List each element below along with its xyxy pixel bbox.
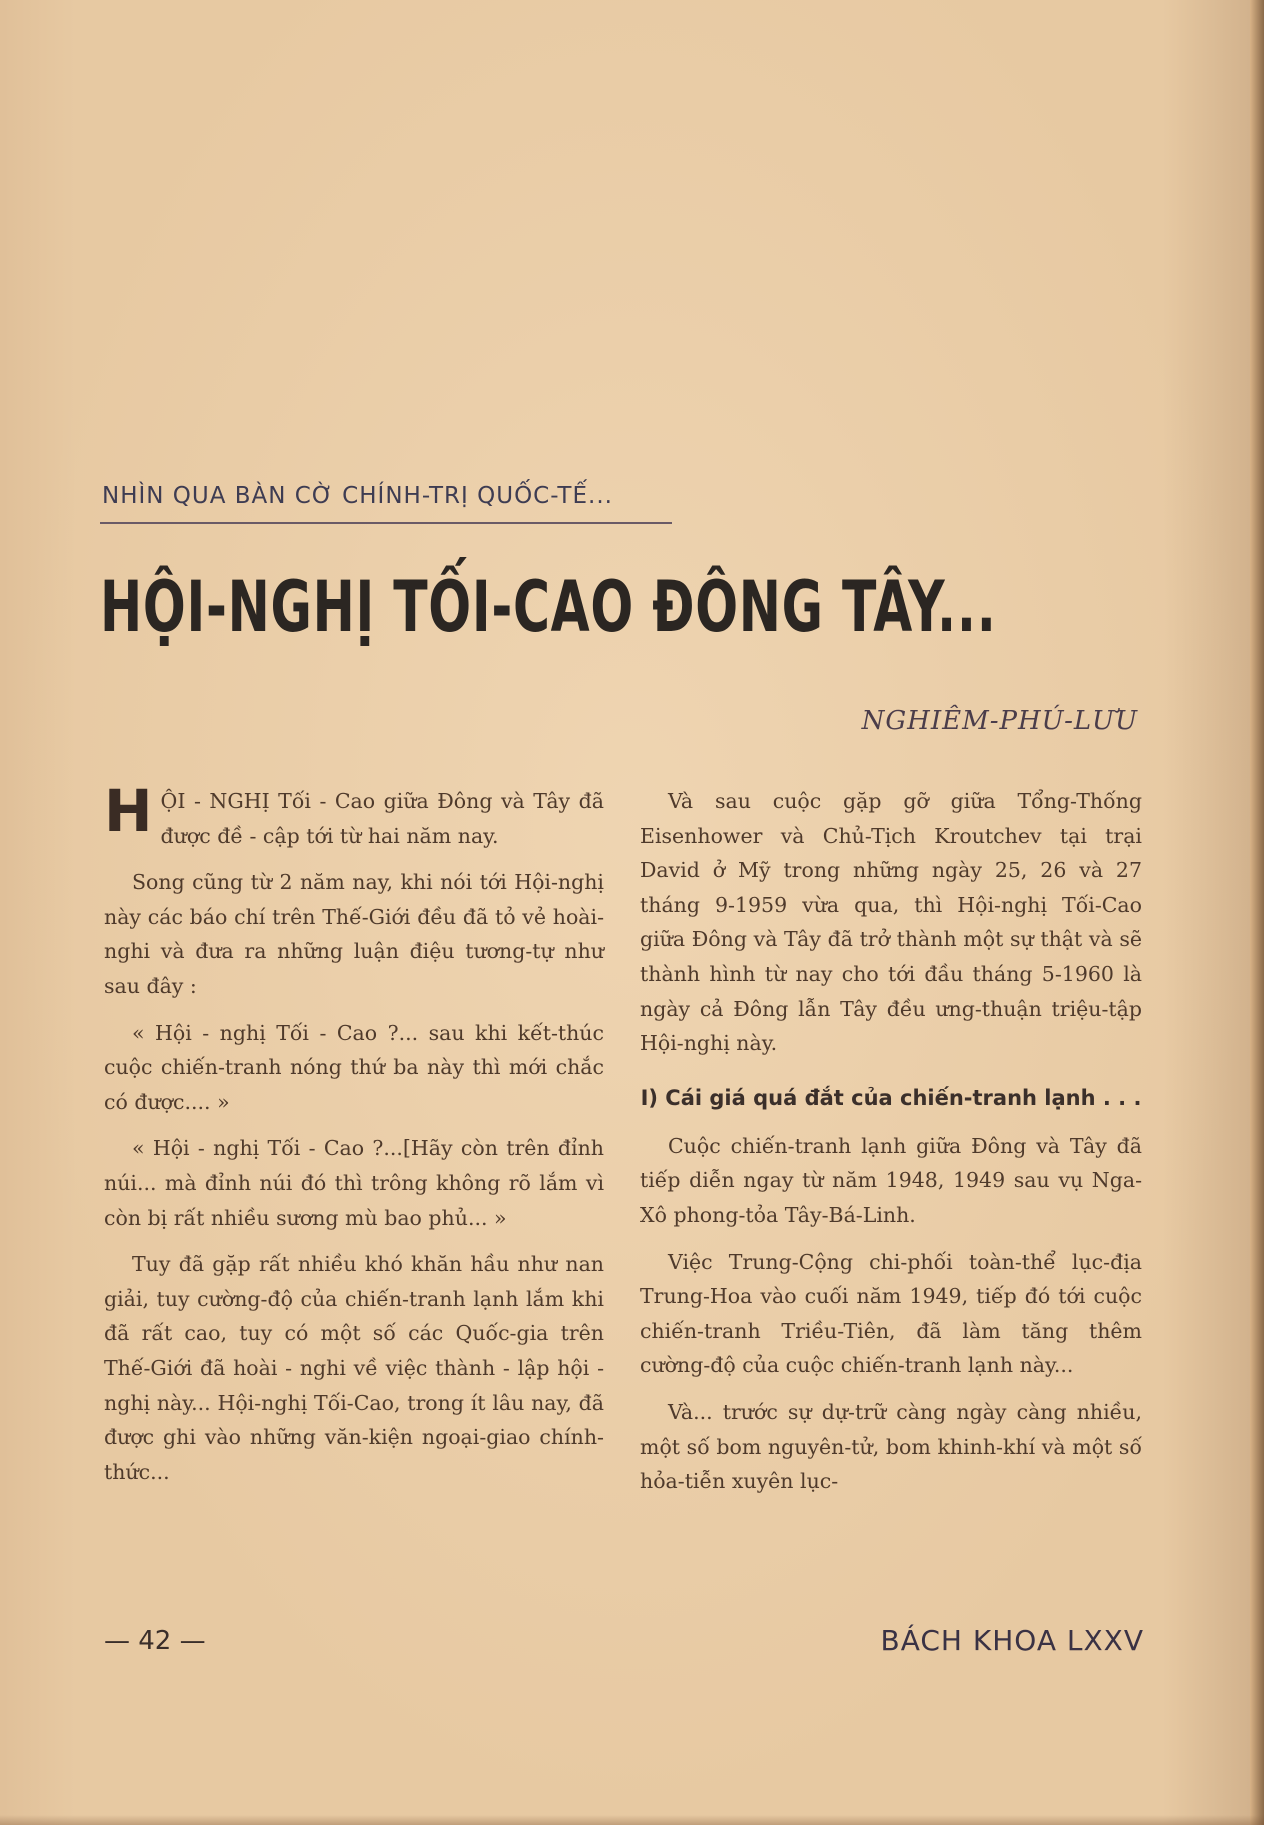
paragraph: Song cũng từ 2 năm nay, khi nói tới Hội-nghị này các báo chí trên Thế-Giới đều đã tỏ vẻ hoài-nghi và đưa ra những luận điệu tương-tự như sau đây : <box>104 870 604 998</box>
paragraph: Và... trước sự dự-trữ càng ngày càng nhiều, một số bom nguyên-tử, bom khinh-khí và một số hỏa-tiễn xuyên lục- <box>640 1399 1142 1494</box>
paragraph-text: ỘI - NGHỊ Tối - Cao giữa Đông và Tây đã được đề - cập tới từ hai năm nay. <box>160 789 604 848</box>
opening-paragraph <box>104 777 604 853</box>
kicker-underline <box>100 522 672 524</box>
section-kicker: NHÌN QUA BÀN CỜ CHÍNH-TRỊ QUỐC-TẾ... <box>102 483 613 509</box>
page-number: — 42 — <box>104 1626 206 1656</box>
section-subheading: I) Cái giá quá đắt của chiến-tranh lạnh . . . <box>640 1085 1142 1110</box>
magazine-issue: BÁCH KHOA LXXV <box>880 1624 1144 1657</box>
paragraph: Cuộc chiến-tranh lạnh giữa Đông và Tây đã tiếp diễn ngay từ năm 1948, 1949 sau vụ Nga-Xô phong-tỏa Tây-Bá-Linh. <box>640 1133 1142 1227</box>
paragraph: Tuy đã gặp rất nhiều khó khăn hầu như nan giải, tuy cường-độ của chiến-tranh lạnh lắm khi đã rất cao, tuy có một số các Quốc-gia trên Thế-Giới đã hoài - nghi về việc thành - lập hội - nghị này... Hội-nghị Tối-Cao, trong ít lâu nay, đã được ghi vào những văn-kiện ngoại-giao chính-thức... <box>104 1252 604 1484</box>
article-title: HỘI-NGHỊ TỐI-CAO ĐÔNG TÂY... <box>100 566 997 648</box>
paragraph: Việc Trung-Cộng chi-phối toàn-thể lục-địa Trung-Hoa vào cuối năm 1949, tiếp đó tới cuộc chiến-tranh Triều-Tiên, đã làm tăng thêm cường-độ của cuộc chiến-tranh lạnh này... <box>640 1249 1142 1378</box>
quote-paragraph: « Hội - nghị Tối - Cao ?... sau khi kết-thúc cuộc chiến-tranh nóng thứ ba này thì mới chắc có được.... » <box>104 1020 604 1114</box>
page-edge-shadow <box>1250 0 1264 1825</box>
page-bottom-shadow <box>0 1815 1264 1825</box>
left-column <box>104 777 604 1501</box>
author-byline: NGHIÊM-PHÚ-LƯU <box>861 706 1138 736</box>
drop-cap: H <box>104 777 153 845</box>
quote-paragraph: « Hội - nghị Tối - Cao ?...[Hãy còn trên đỉnh núi... mà đỉnh núi đó thì trông không rõ lắm vì còn bị rất nhiều sương mù bao phủ... » <box>104 1136 604 1230</box>
right-column <box>640 784 1142 1511</box>
paragraph: Và sau cuộc gặp gỡ giữa Tổng-Thống Eisenhower và Chủ-Tịch Kroutchev tại trại David ở Mỹ trong những ngày 25, 26 và 27 tháng 9-1959 vừa qua, thì Hội-nghị Tối-Cao giữa Đông và Tây đã trở thành một sự thật và sẽ thành hình từ nay cho tới đầu tháng 5-1960 là ngày cả Đông lẫn Tây đều ưng-thuận triệu-tập Hội-nghị này. <box>640 789 1142 1056</box>
